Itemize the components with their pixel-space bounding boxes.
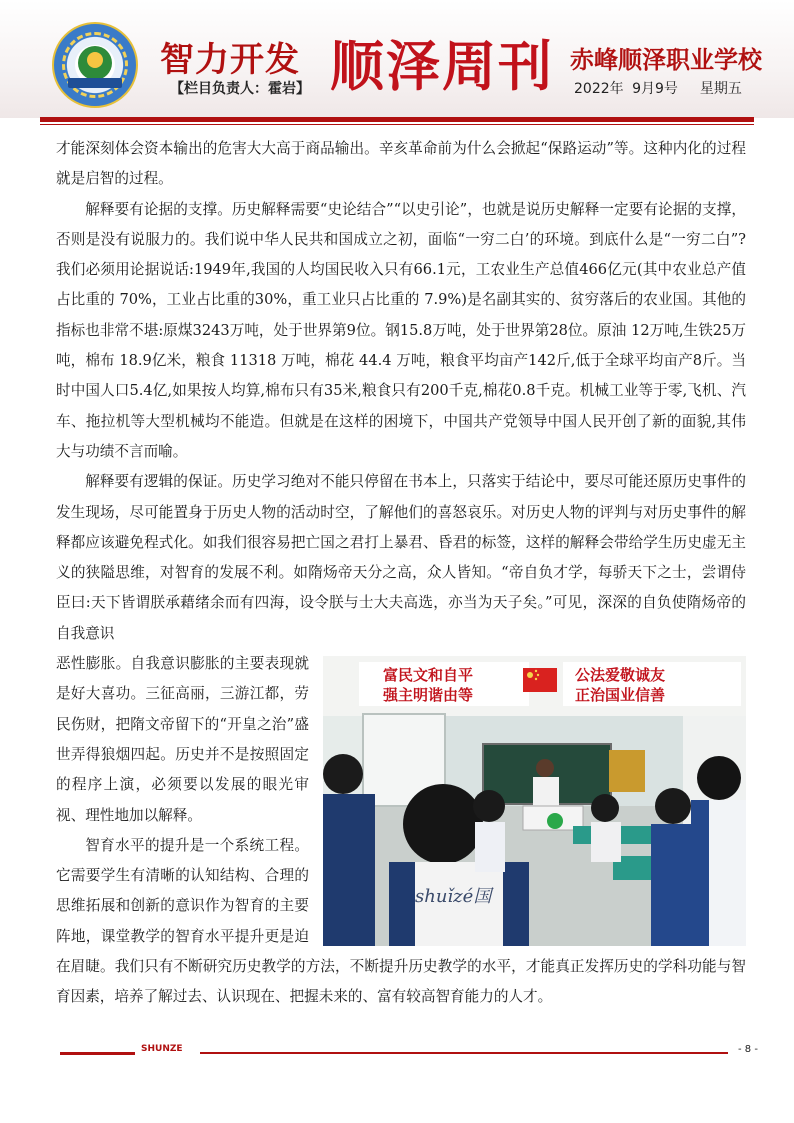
classroom-photo	[323, 656, 746, 946]
banner-left-top: 富民文和自平	[383, 666, 474, 685]
classroom-photo-graphic	[323, 656, 746, 946]
header-rule-thick	[40, 117, 754, 122]
paragraph-4: 智育水平的提升是一个系统工程。它需要学生有清晰的认知结构、合理的思维拓展和创新的意识作为智育的主要阵地，课堂教学的智育水平提升更是迫在眉睫。我们只有不断研究历史教学的方法，不断提升历史教学的水平，才能真正发挥历史的学科功能与智育因素，培养了解过去、认识现在、把握未来的、富有较高智育能力的人才。	[56, 836, 746, 1006]
page-number: - 8 -	[738, 1044, 758, 1055]
jacket-text: shuǐzé国	[415, 886, 492, 908]
banner-right-bottom: 正治国业信善	[575, 686, 666, 705]
issue-weekday: 星期五	[699, 81, 742, 97]
banner-right-top: 公法爱敬诚友	[575, 666, 666, 685]
paragraph-3-part2: 恶性膨胀。自我意识膨胀的主要表现就是好大喜功。三征高丽，三游江都，劳民伤财，把隋文帝留下的“开皇之治”盛世弄得狼烟四起。历史并不是按照固定的程序上演，必须要以发展的眼光审视、理性地加以解释。	[56, 655, 309, 824]
footer-rule-left	[60, 1052, 135, 1055]
column-title: 智力开发	[160, 40, 300, 80]
china-flag-icon	[523, 668, 557, 692]
emblem-center	[78, 46, 112, 80]
footer-rule-right	[200, 1052, 728, 1054]
school-emblem-icon	[52, 22, 138, 108]
banner-left-bottom: 强主明谐由等	[383, 686, 474, 705]
paragraph-2: 解释要有论据的支撑。历史解释需要“史论结合”“以史引论”，也就是说历史解释一定要有论据的支撑，否则是没有说服力的。我们说中华人民共和国成立之初，面临“一穷二白’的环境。到底什么是“一穷二白”?我们必须用论据说话:1949年,我国的人均国民收入只有66.1元，工农业生产总值466亿元(其中农业总产值占比重的 70%，工业占比重的30%，重工业只占比重的 7.9%)是名副其实的、贫穷落后的农业国。其他的指标也非常不堪:原煤3243万吨，处于世界第9位。钢15.8万吨，处于世界第28位。原油 12万吨,生铁25万吨，棉布 18.9亿米，粮食 11318 万吨，棉花 44.4 万吨，粮食平均亩产142斤,低于全球平均亩产8斤。当时中国人口5.4亿,如果按人均算,棉布只有35米,粮食只有200千克,棉花0.8千克。机械工业等于零,飞机、汽车、拖拉机等大型机械均不能造。但就是在这样的困境下，中国共产党领导中国人民开创了新的面貌,其伟大与功绩不言而喻。	[56, 200, 746, 460]
article-body	[56, 134, 746, 1013]
masthead-title: 顺泽周刊	[330, 35, 554, 98]
column-editor: 【栏目负责人：霍岩】	[170, 81, 310, 97]
paragraph-3-part1: 解释要有逻辑的保证。历史学习绝对不能只停留在书本上，只落实于结论中，要尽可能还原历史事件的发生现场，尽可能置身于历史人物的活动时空，了解他们的喜怒哀乐。对历史人物的评判与对历史事件的解释都应该避免程式化。如我们很容易把亡国之君打上暴君、昏君的标签，这样的解释会带给学生历史虚无主义的狭隘思维，对智育的发展不利。如隋炀帝天分之高，众人皆知。“帝自负才学，每骄天下之士，尝谓侍臣曰:天下皆谓朕承藉绪余而有四海，设令朕与士大夫高选，亦当为天子矣。”可见，深深的自负使隋炀帝的自我意识	[56, 473, 746, 642]
school-name: 赤峰顺泽职业学校	[570, 46, 762, 74]
paragraph-1: 才能深刻体会资本输出的危害大大高于商品输出。辛亥革命前为什么会掀起“保路运动”等。这种内化的过程就是启智的过程。	[56, 140, 746, 188]
emblem-band	[68, 78, 122, 88]
issue-date-line	[574, 78, 742, 98]
footer-brand: SHUNZE	[141, 1044, 183, 1054]
issue-date: 2022年 9月9号	[574, 81, 678, 97]
header-rule-thin	[40, 124, 754, 125]
